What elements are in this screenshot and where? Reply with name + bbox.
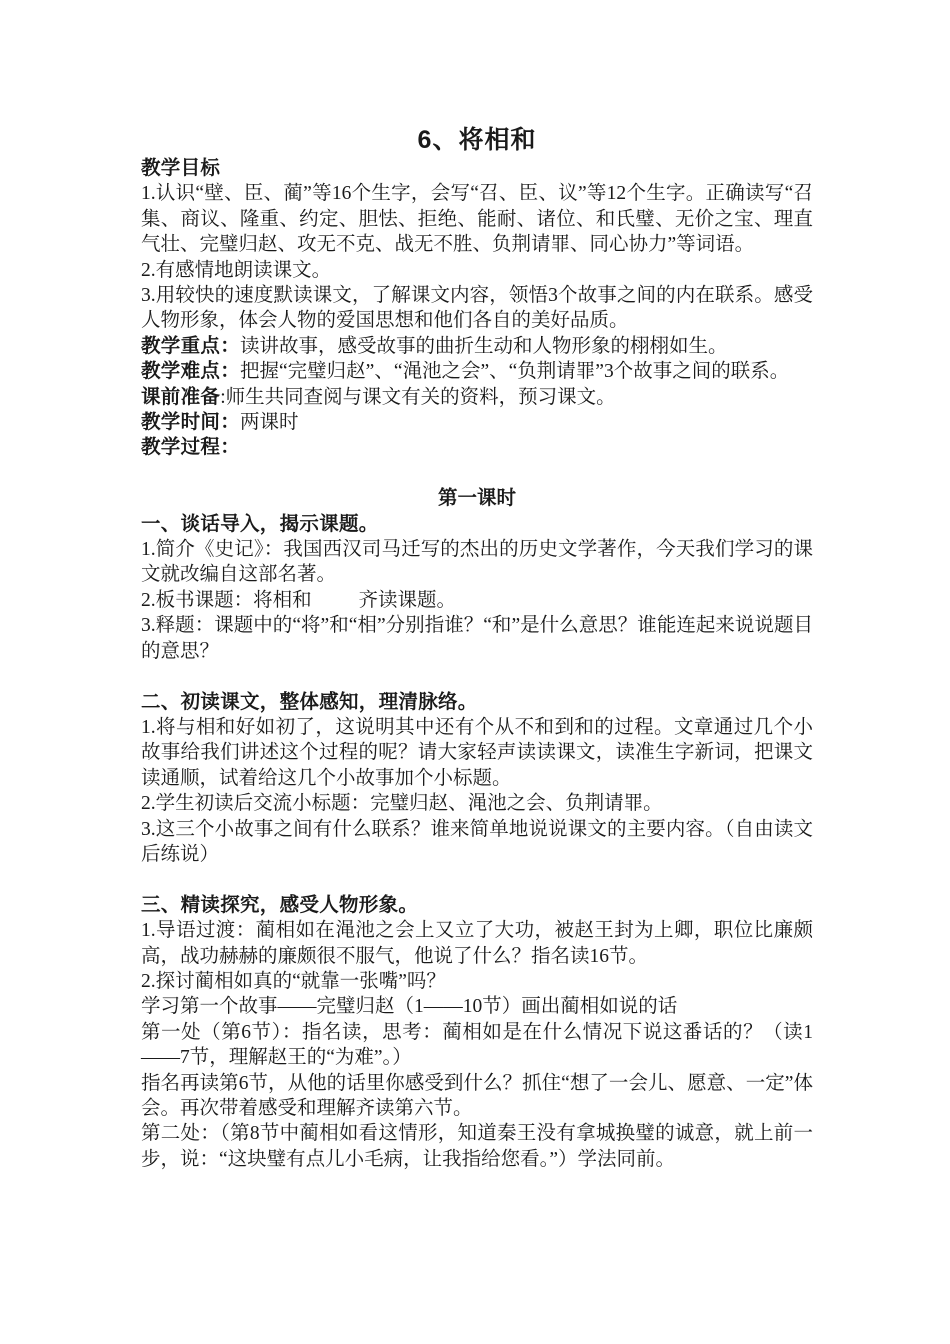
- teaching-time-label: 教学时间：: [141, 411, 241, 434]
- lesson-one-title: 第一课时: [437, 487, 516, 510]
- spacer-before-part-three: [141, 867, 813, 892]
- objectives-heading: 教学目标: [141, 157, 221, 179]
- page-title: 6、将相和: [417, 126, 537, 154]
- teaching-time-text: 两课时: [240, 412, 299, 434]
- teaching-process-section: [141, 435, 813, 460]
- key-point-section: [141, 334, 813, 359]
- part-three-item-5: 指名再读第6节，从他的话里你感受到什么？抓住“想了一会儿、愿意、一定”体会。再次带着感受和理解齐读第六节。: [141, 1072, 813, 1119]
- difficulty-label: 教学难点：: [141, 360, 241, 383]
- lesson-one-part-two: [141, 690, 813, 868]
- teaching-time-section: [141, 410, 813, 435]
- key-point-text: 读讲故事，感受故事的曲折生动和人物形象的栩栩如生。: [240, 335, 728, 357]
- part-two-heading: 二、初读课文，整体感知，理清脉络。: [141, 690, 478, 713]
- part-one-item-2-prefix: 2.板书课题：将相和: [141, 589, 312, 611]
- preparation-line: [141, 385, 813, 410]
- teaching-objectives-section: [141, 156, 813, 334]
- spacer-before-part-two: [141, 664, 813, 689]
- document-body: [141, 0, 813, 1172]
- preparation-text: :师生共同查阅与课文有关的资料，预习课文。: [220, 386, 616, 408]
- lesson-one-part-three: [141, 893, 813, 1172]
- part-two-item-2: 2.学生初读后交流小标题：完璧归赵、渑池之会、负荆请罪。: [141, 793, 663, 815]
- difficulty-text: 把握“完璧归赵”、“渑池之会”、“负荆请罪”3个故事之间的联系。: [240, 361, 790, 383]
- part-three-item-1: 1.导语过渡：蔺相如在渑池之会上又立了大功，被赵王封为上卿，职位比廉颇高，战功赫赫的廉颇很不服气，他说了什么？指名读16节。: [141, 920, 813, 967]
- part-three-item-6: 第二处：（第8节中蔺相如看这情形，知道秦王没有拿城换璧的诚意，就上前一步，说：“这块璧有点儿小毛病，让我指给您看。”）学法同前。: [141, 1123, 813, 1170]
- teaching-process-label: 教学过程：: [141, 436, 241, 459]
- part-one-item-1: 1.简介《史记》：我国西汉司马迁写的杰出的历史文学著作，今天我们学习的课文就改编自这部名著。: [141, 539, 813, 586]
- spacer-before-lesson-one: [141, 461, 813, 486]
- part-two-item-1: 1.将与相和好如初了，这说明其中还有个从不和到和的过程。文章通过几个小故事给我们讲述这个过程的呢？请大家轻声读读课文，读准生字新词，把课文读通顺，试着给这几个小故事加个小标题。: [141, 716, 813, 789]
- key-point-label: 教学重点：: [141, 334, 241, 357]
- part-two-item-3: 3.这三个小故事之间有什么联系？谁来简单地说说课文的主要内容。（自由读文后练说）: [141, 818, 813, 865]
- difficulty-line: [141, 359, 813, 384]
- objective-item-1: 1.认识“壁、臣、蔺”等16个生字，会写“召、臣、议”等12个生字。正确读写“召集、商议、隆重、约定、胆怯、拒绝、能耐、诸位、和氏璧、无价之宝、理直气壮、完璧归赵、攻无不克、战无不胜、负荆请罪、同心协力”等词语。: [141, 183, 813, 256]
- part-one-item-2: [141, 588, 813, 613]
- part-one-item-2-suffix: 齐读课题。: [358, 589, 456, 611]
- objective-item-2: 2.有感情地朗读课文。: [141, 259, 332, 281]
- part-three-item-4: 第一处（第6节）：指名读，思考：蔺相如是在什么情况下说这番话的？（读1——7节，理解赵王的“为难”。）: [141, 1021, 813, 1069]
- preparation-section: [141, 385, 813, 410]
- lesson-one-part-one: [141, 512, 813, 664]
- key-point-line: [141, 334, 813, 359]
- part-three-item-3: 学习第一个故事——完璧归赵（1——10节）画出蔺相如说的话: [141, 996, 678, 1018]
- part-three-item-2: 2.探讨蔺相如真的“就靠一张嘴”吗？: [141, 970, 446, 992]
- part-three-heading: 三、精读探究，感受人物形象。: [141, 893, 419, 916]
- difficulty-section: [141, 359, 813, 384]
- part-one-item-3: 3.释题：课题中的“将”和“相”分别指谁？“和”是什么意思？谁能连起来说说题目的意思？: [141, 615, 813, 662]
- part-one-heading: 一、谈话导入，揭示课题。: [141, 512, 379, 535]
- preparation-label: 课前准备: [141, 385, 221, 408]
- objective-item-3: 3.用较快的速度默读课文，了解课文内容，领悟3个故事之间的内在联系。感受人物形象，体会人物的爱国思想和他们各自的美好品质。: [141, 285, 813, 332]
- teaching-time-line: [141, 410, 813, 435]
